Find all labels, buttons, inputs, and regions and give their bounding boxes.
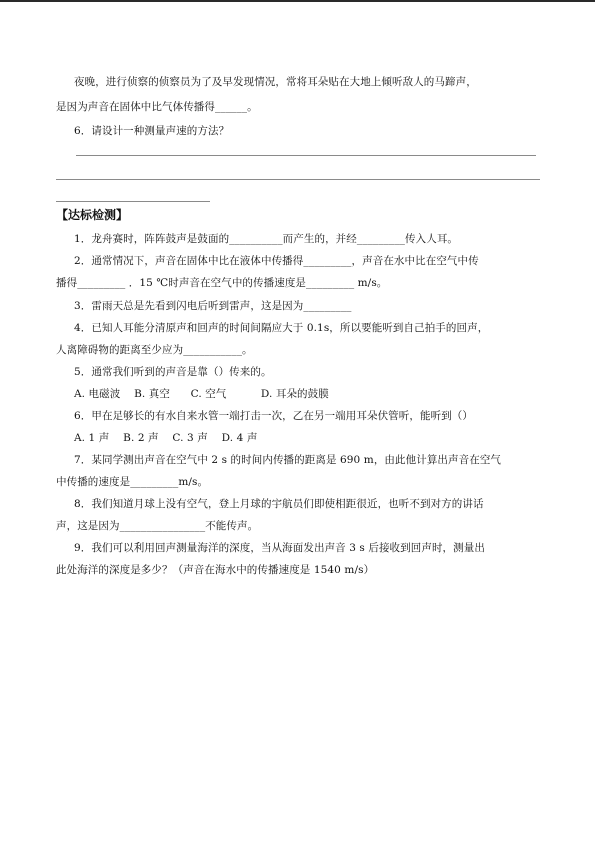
answer-line-3 — [56, 201, 210, 202]
section-heading-standards-test: 【达标检测】 — [56, 208, 129, 222]
question-2-line-1: 2．通常情况下，声音在固体中比在液体中传播得_________，声音在水中比在空气中传 — [74, 255, 479, 267]
question-2-line-2: 播得_________ ．15 ℃时声音在空气中的传播速度是_________ m/s。 — [56, 277, 388, 289]
question-4-line-2: 人离障碍物的距离至少应为___________。 — [56, 344, 253, 356]
question-7-line-1: 7．某同学测出声音在空气中 2 s 的时间内传播的距离是 690 m，由此他计算出声音在空气 — [74, 454, 502, 466]
answer-line-2 — [56, 179, 540, 180]
question-1: 1．龙舟赛时，阵阵鼓声是鼓面的__________而产生的，并经_________传入人耳。 — [74, 233, 459, 245]
question-9-line-1: 9．我们可以利用回声测量海洋的深度，当从海面发出声音 3 s 后接收到回声时，测量出 — [74, 542, 485, 554]
question-8-line-2: 声，这是因为________________不能传声。 — [56, 520, 259, 532]
question-5-options: A. 电磁波 B. 真空 C. 空气 D. 耳朵的鼓膜 — [74, 388, 329, 400]
preamble-paragraph-line-1: 夜晚，进行侦察的侦察员为了及早发现情况，常将耳朵贴在大地上倾听敌人的马蹄声， — [74, 76, 477, 88]
question-8-line-1: 8．我们知道月球上没有空气，登上月球的宇航员们即使相距很近，也听不到对方的讲话 — [74, 498, 484, 510]
question-6-options: A. 1 声 B. 2 声 C. 3 声 D. 4 声 — [74, 432, 258, 444]
preamble-paragraph-line-2: 是因为声音在固体中比气体传播得______。 — [56, 101, 258, 113]
question-7-line-2: 中传播的速度是_________m/s。 — [56, 476, 209, 488]
question-3: 3．雷雨天总是先看到闪电后听到雷声，这是因为_________ — [74, 300, 352, 312]
question-4-line-1: 4．已知人耳能分清原声和回声的时间间隔应大于 0.1s，所以要能听到自己拍手的回声， — [74, 322, 489, 334]
question-6: 6．甲在足够长的有水自来水管一端打击一次，乙在另一端用耳朵伏管听，能听到（） — [74, 410, 473, 422]
question-6-design-method: 6．请设计一种测量声速的方法？ — [74, 125, 230, 137]
question-5: 5．通常我们听到的声音是靠（）传来的。 — [74, 366, 272, 378]
answer-line-1 — [76, 155, 536, 156]
page-top-border — [0, 0, 595, 2]
question-9-line-2: 此处海洋的深度是多少？（声音在海水中的传播速度是 1540 m/s） — [56, 564, 375, 576]
